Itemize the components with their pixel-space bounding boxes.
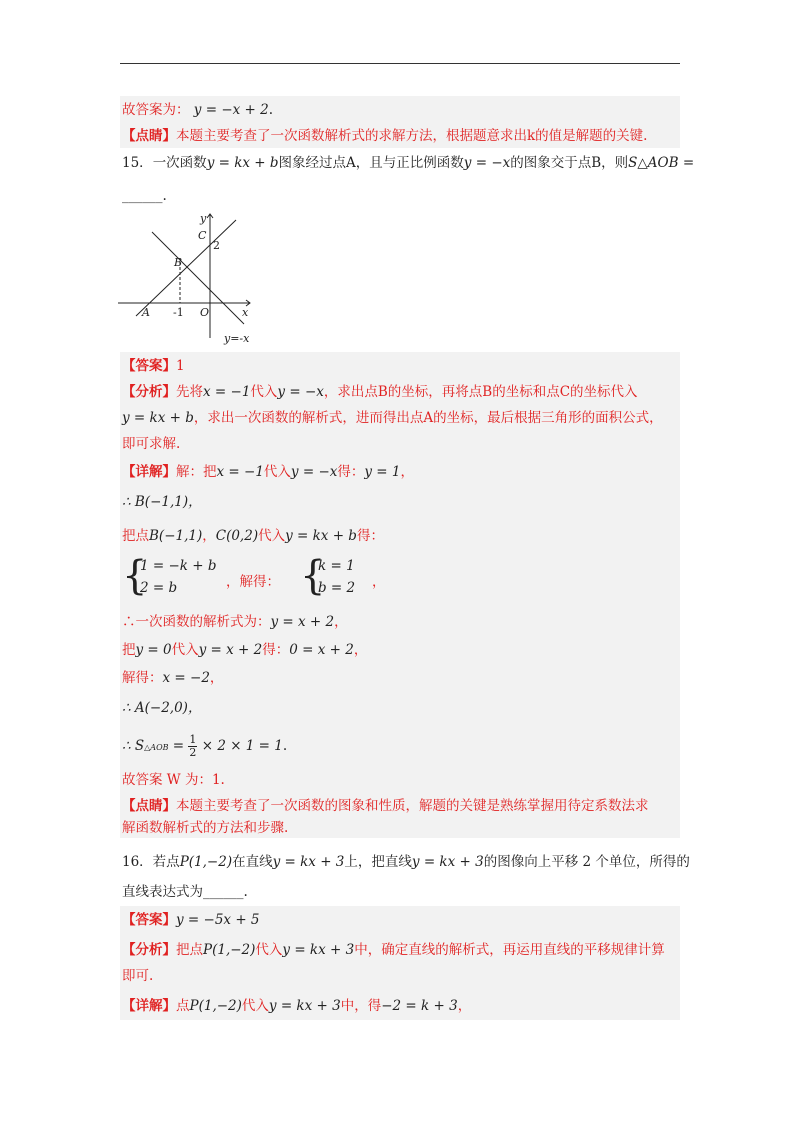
fraction-half: $\frac{1}{2}$ (189, 733, 197, 759)
line-neg-x (152, 232, 244, 324)
label-c: C (198, 229, 207, 242)
a15-fenxi-3: 即可求解. (122, 436, 181, 452)
brace-2: { (300, 553, 326, 599)
a15-xj-2: ∴ B(−1,1)， (122, 494, 202, 510)
a15-xj-3: 把点B(−1,1)，C(0,2)代入y = kx + b得： (122, 528, 384, 544)
label-neg1: -1 (173, 306, 184, 319)
a16-fenxi-2: 即可. (122, 968, 154, 984)
brace-1: { (122, 553, 148, 599)
a15-xj-4: ∴一次函数的解析式为：y = x + 2， (122, 614, 348, 630)
a15-final: 故答案 W 为：1. (122, 772, 225, 788)
a15-xj-8: ∴ S△AOB = $\frac{1}{2}$ × 2 × 1 = 1. (122, 733, 288, 759)
a15-xj-6: 解得：x = −2， (122, 670, 224, 686)
label-y: y (200, 212, 207, 225)
a15-dianjing-1: 【点睛】本题主要考查了一次函数的图象和性质，解题的关键是熟练掌握用待定系数法求 (122, 798, 649, 814)
q15-line1: 15．一次函数y = kx + b图象经过点A，且与正比例函数y = −x的图象交于点B，则S△AOB = (122, 155, 695, 171)
label-line: y=-x (224, 332, 250, 345)
q16-line1: 16．若点P(1,−2)在直线y = kx + 3上，把直线y = kx + 3的图像向上平移 2 个单位，所得的 (122, 854, 690, 870)
header-rule (120, 63, 680, 64)
top-answer-line: 故答案为： y = −x + 2. (122, 102, 274, 118)
a16-answer: 【答案】y = −5x + 5 (122, 912, 260, 928)
q15-figure (118, 208, 258, 348)
label-a: A (142, 306, 150, 319)
label-o: O (200, 306, 210, 319)
a15-fenxi-2: y = kx + b，求出一次函数的解析式，进而得出点A的坐标，最后根据三角形的面积公式， (122, 410, 663, 426)
q16-line2: 直线表达式为______. (122, 884, 248, 900)
a15-dianjing-2: 解函数解析式的方法和步骤. (122, 820, 289, 836)
a15-fenxi-1: 【分析】先将x = −1代入y = −x，求出点B的坐标，再将点B的坐标和点C的坐标代入 (122, 384, 638, 400)
q15-blank: ______. (122, 188, 167, 204)
a15-xj-7: ∴ A(−2,0)， (122, 700, 202, 716)
label-b: B (174, 256, 183, 269)
a15-xj-5: 把y = 0代入y = x + 2得：0 = x + 2， (122, 642, 368, 658)
a16-fenxi-1: 【分析】把点P(1,−2)代入y = kx + 3中，确定直线的解析式，再运用直线的平移规律计算 (122, 942, 665, 958)
top-dianjing-line: 【点睛】本题主要考查了一次函数解析式的求解方法，根据题意求出k的值是解题的关键. (122, 128, 648, 144)
a15-xiangjie-1: 【详解】解：把x = −1代入y = −x得：y = 1， (122, 464, 414, 480)
a16-xiangjie: 【详解】点P(1,−2)代入y = kx + 3中，得−2 = k + 3， (122, 998, 472, 1014)
label-2: 2 (213, 239, 220, 252)
label-x: x (242, 306, 249, 319)
a15-answer: 【答案】1 (122, 358, 185, 374)
